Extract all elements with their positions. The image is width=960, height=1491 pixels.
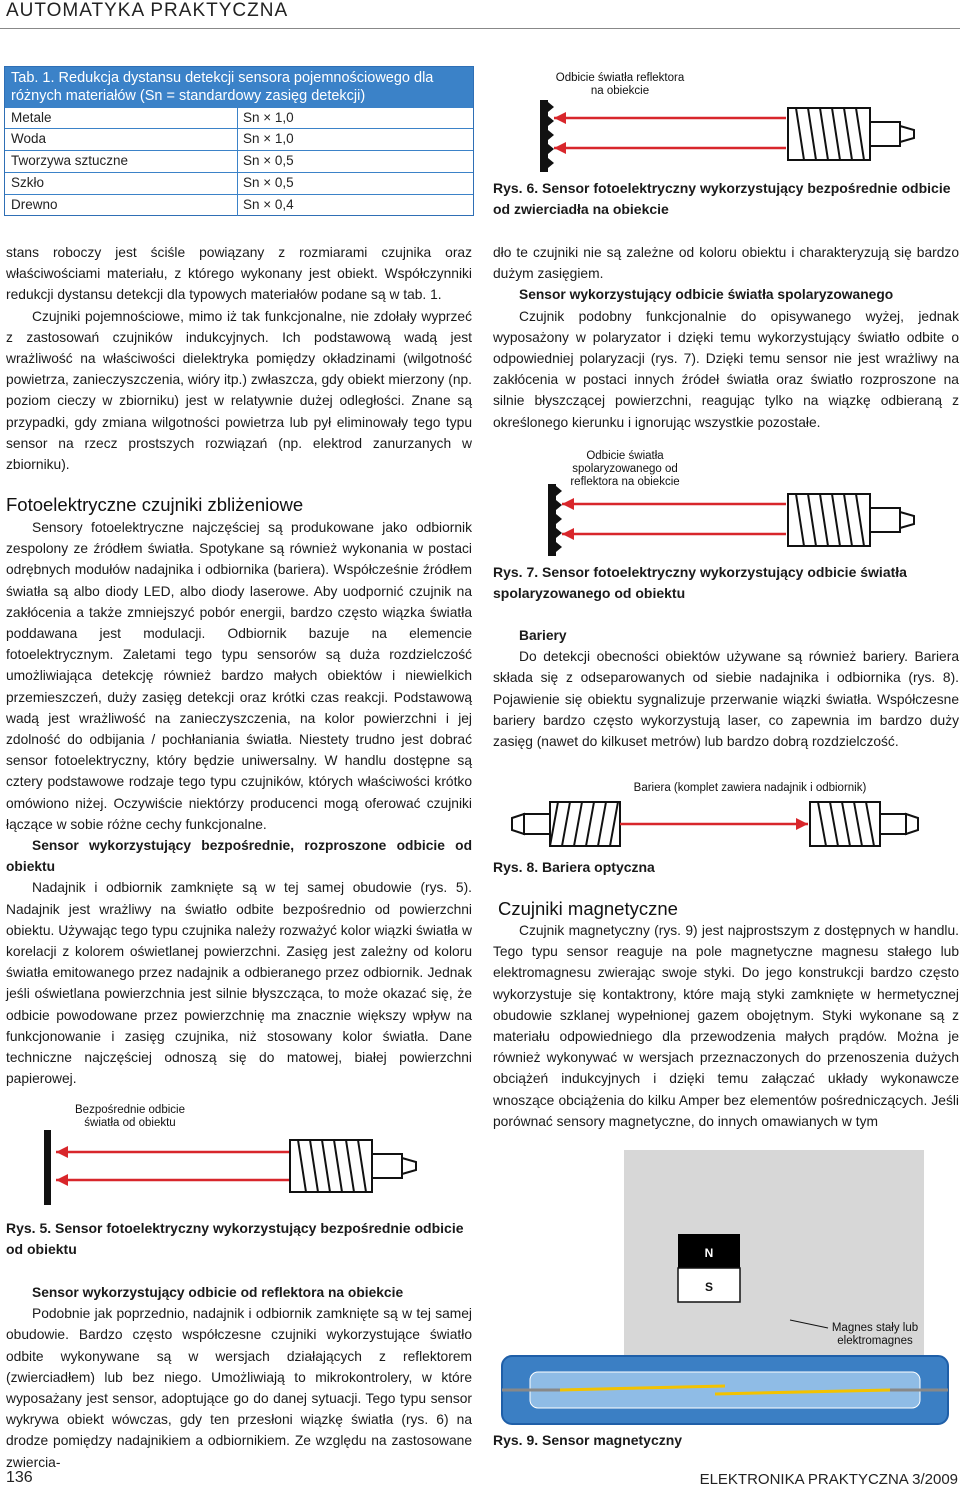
fig7-caption: Rys. 7. Sensor fotoelektryczny wykorzystujący odbicie światła spolaryzowanego od obiektu xyxy=(493,564,907,601)
left-text-2: Sensory fotoelektryczne najczęściej są produkowane jako odbiornik zespolony ze źródłem światła. Spotykane są również wykonania w postaci odrębnych modułów nadajnika i odbiornika (bariera). Współcześnie źródłem światła są albo diody LED, albo diody laserowe. Aby uodpornić czujnik na zakłócenia a także zmniejszyć pobór energii, bardzo często wiązka światła poddawana jest modulacji. Odbiornik bazuje na elemencie fotoelektrycznym. Zaletami tego typu sensorów są duża rozdzielczość umożliwiająca detekcję również bardzo małych obiektów i niewielkich przemieszczeń, duży zasięg detekcji oraz krótki czas reakcji. Podstawową wadą jest wrażliwość na zanieczyszczenia, na kolor powierzchni i jej zdolność do odbijania / pochłaniania światła. Niestety trudno jest dobrać sensor fotoelektryczny, który będzie uniwersalny. W handlu dostępne są cztery podstawowe rodzaje tego typu czujników, których właściwości krótko omówiono niżej. Oczywiście niektórzy producenci mogą oferować czujniki łączące w sobie różne cechy funkcjonalne. Sensor wykorzystujący bezpośrednie, rozproszone odbicie od obiektu Nadajnik i odbiornik zamknięte są w tej samej obudowie (rys. 5). Nadajnik jest wrażliwy na światło odbite bezpośrednio od powierzchni obiektu. Używając tego typu czujnika należy rozważyć kolor wiązki światła w korelacji z kolorem oświetlanej powierzchni. Zasięg jest zależny od koloru światła emitowanego przez nadajnik a odbieranego przez odbiornik. Jednak jeśli oświetlana powierzchnia jest silnie błyszcząca, to może okazać się, że odbicie powodowane przez powierzchnię ma znacznie większy wpływ na funkcjonowanie i zasięg czujnika, niż stosowany kolor światła. Dane techniczne najczęściej odnoszą się do matowej, białej powierzchni papierowej. xyxy=(6,520,472,1087)
table-1 xyxy=(4,66,474,216)
left-text-3: Sensor wykorzystujący odbicie od reflektora na obiekcie Podobnie jak poprzednio, nadajnik i odbiornik zamknięte są w tej samej obudowie. Bardzo często współczesne czujniki wykorzystujące światło odbite wykonywane są w wersjach działających z reflektorem (zwierciadłem) lub bez niego. Umożliwiają to mikrokontrolery, w które wyposażany jest sensor, adoptujące go do danej sytuacji. Tego typu sensor wykrywa obiekt wówczas, gdy ten przesłoni wiązkę światła (rys. 6) na drodze pomiędzy nadajnikiem a odbiornikiem. Ze względu na zastosowane zwiercia- xyxy=(6,1285,472,1470)
figure-5 xyxy=(0,1100,472,1215)
fig5-caption: Rys. 5. Sensor fotoelektryczny wykorzystujący bezpośrednie odbicie od obiektu xyxy=(6,1220,464,1257)
table-row: Szkło Sn × 0,5 xyxy=(5,172,473,194)
fig7-label: Odbicie światła spolaryzowanego od reflektora na obiekcie xyxy=(570,450,680,488)
right-text-2: Bariery Do detekcji obecności obiektów używane są również bariery. Bariera składa się z odseparowanych od siebie nadajnika i odbiornika (rys. 8). Pojawienie się obiektu sygnalizuje przerwanie wiązki światła. Współczesne bariery bardzo często wykorzystują laser, co zapewnia im bardzo duży zasięg (nawet do kilkuset metrów) lub bardzo dobrą rozdzielczość. xyxy=(493,628,959,750)
heading-fotoelektryczne: Fotoelektryczne czujniki zbliżeniowe xyxy=(6,494,304,515)
table-title: Tab. 1. Redukcja dystansu detekcji sensora pojemnościowego dla różnych materiałów (Sn = standardowy zasięg detekcji) xyxy=(5,67,473,107)
fig8-caption: Rys. 8. Bariera optyczna xyxy=(493,859,655,875)
table-row: Drewno Sn × 0,4 xyxy=(5,194,473,216)
page-number: 136 xyxy=(6,1469,33,1486)
figure-8 xyxy=(490,776,958,856)
right-text-3: Czujnik magnetyczny (rys. 9) jest najprostszym z dostępnych w handlu. Tego typu sensor reaguje na pole magnetyczne magnesu stałego lub elektromagnesu zwierając swoje styki. Do jego konstrukcji bardzo często wykorzystuje się kontaktrony, które mają styki zamknięte w hermetycznej obudowie szklanej wypełnionej gazem obojętnym. Styki wykonane są z materiału odpowiedniego dla przewodzenia małych prądów. Można je również wykonywać w wersjach przeznaczonych do przenoszenia dużych obciążeń indukcyjnych i dzięki temu załączać układy wykonawcze wnoszące obciążenia do kilku Amper bez elementów pośredniczących. Jeśli porównać sensory magnetyczne, do innych omawianych w tym xyxy=(493,923,959,1129)
heading-magnetyczne: Czujniki magnetyczne xyxy=(498,898,678,919)
fig6-diagram xyxy=(490,66,958,178)
header-divider xyxy=(0,28,960,29)
figure-7 xyxy=(490,446,958,564)
figure-6 xyxy=(490,66,958,178)
magnet-south-label: S xyxy=(704,1280,713,1294)
magazine-issue: ELEKTRONIKA PRAKTYCZNA 3/2009 xyxy=(699,1471,958,1488)
left-text-1: stans roboczy jest ściśle powiązany z rozmiarami czujnika oraz właściwościami materiału, z którego wykonany jest obiekt. Współczynniki redukcji dystansu detekcji dla typowych materiałów podane są w tab. 1. Czujniki pojemnościowe, mimo iż tak funkcjonalne, nie zdołały wyprzeć z zastosowań czujników indukcyjnych. Ich podstawową wadą jest wrażliwość na właściwości dielektryka pomiędzy okładzinami (wilgotność powietrza, zanieczyszczenia, wióry itp.) zwłaszcza, gdy obiekt mierzony (np. poziom cieczy w zbiorniku) jest w relatywnie dużej odległości. Znane są przypadki, gdy zmiana wilgotności powietrza lub pył eliminowały tego typu sensor na rzecz prostszych rozwiązań (np. elektrod zanurzanych w zbiorniku). xyxy=(6,245,472,473)
figure-9 xyxy=(490,1150,960,1428)
fig5-label: Bezpośrednie odbicie światła od obiektu xyxy=(75,1104,185,1129)
table-row: Woda Sn × 1,0 xyxy=(5,128,473,150)
table-row: Tworzywa sztuczne Sn × 0,5 xyxy=(5,150,473,172)
table-row: Metale Sn × 1,0 xyxy=(5,107,473,129)
magnet-north-label: N xyxy=(704,1246,714,1260)
fig8-diagram xyxy=(490,776,958,856)
fig6-label: Odbicie światła reflektora na obiekcie xyxy=(555,72,685,97)
running-header: AUTOMATYKA PRAKTYCZNA xyxy=(6,0,289,21)
fig6-caption: Rys. 6. Sensor fotoelektryczny wykorzystujący bezpośrednie odbicie od zwierciadła na obiekcie xyxy=(493,180,951,217)
fig9-label: Magnes stały lub elektromagnes xyxy=(831,1322,919,1347)
right-text-1: dło te czujniki nie są zależne od koloru obiektu i charakteryzują się bardzo dużym zasięgiem. Sensor wykorzystujący odbicie światła spolaryzowanego Czujnik podobny funkcjonalnie do opisywanego wyżej, jednak wyposażony w polaryzator i dzięki temu wykorzystujący światło odbite o odpowiedniej polaryzacji (rys. 7). Dzięki temu sensor nie jest wrażliwy na zakłócenia w postaci innych źródeł światła oraz światło rozproszone na silnie błyszczącej powierzchni, reagując tylko na wiązkę odbieraną z określonego kierunku i ignorując wszystkie pozostałe. xyxy=(493,245,959,430)
fig7-diagram xyxy=(490,446,958,564)
fig8-label: Bariera (komplet zawiera nadajnik i odbiornik) xyxy=(633,782,867,794)
fig5-diagram xyxy=(0,1100,472,1215)
fig9-caption: Rys. 9. Sensor magnetyczny xyxy=(493,1432,683,1448)
